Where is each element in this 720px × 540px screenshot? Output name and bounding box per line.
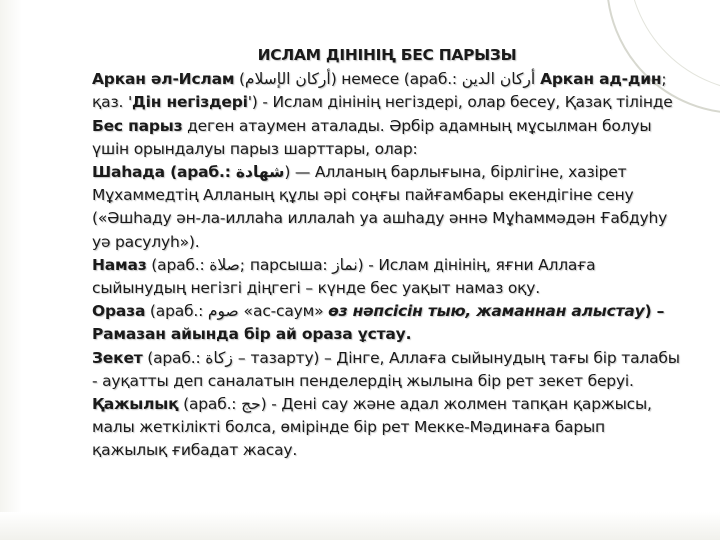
- arabic-arkan-al-islam: أركان الإسلام: [244, 70, 331, 89]
- arabic-salat: صلاة: [209, 255, 240, 274]
- paragraph-oraza: Ораза (араб.: صوم «ас-саум» өз нәпсісін тыю, жаманнан алыстау) – Рамазан айында бір ай ораза ұстау.: [92, 302, 665, 344]
- term-qazhylyq: Қажылық: [92, 395, 179, 414]
- paragraph-shahada: Шаһада (араб.: شهادة) — Алланың барлығына, бірлігіне, хазірет Мұхаммедтің Алланың құлы әрі соңғы пайғамбары екендігіне сену («Әшһаду ән-ла-иллаһа иллалаһ уа ашһаду әннә Мұһаммәдән Ғабдуһу уә расулуһ»).: [92, 163, 668, 251]
- term-zeket: Зекет: [92, 348, 143, 367]
- term-din-negizderi: Дін негіздері: [132, 93, 248, 112]
- arabic-saum: صوم: [207, 302, 239, 321]
- slide-title: ИСЛАМ ДІНІНІҢ БЕС ПАРЫЗЫ: [257, 46, 517, 64]
- paragraph-namaz: Намаз (араб.: صلاة; парсыша: نماز) - Ислам дінінің, яғни Аллаға сыйынудың негізгі діңгегі – күнде бес уақыт намаз оқу.: [92, 255, 596, 298]
- left-decor-band: [0, 0, 22, 540]
- oraza-meaning: өз нәпсісін тыю, жаманнан алыстау: [328, 302, 645, 321]
- persian-namaz: نماز: [332, 255, 358, 274]
- arabic-shahada: شهادة: [235, 163, 285, 182]
- term-arkan-ad-din: Аркан ад-дин: [540, 70, 662, 89]
- slide-body: [92, 44, 682, 463]
- term-arkan-al-islam: Аркан әл-Ислам: [92, 70, 235, 89]
- term-bes-paryz: Бес парыз: [92, 116, 183, 135]
- term-namaz: Намаз: [92, 255, 147, 274]
- arabic-arkan-ad-din: أركان الدين: [461, 70, 536, 89]
- arabic-zakat: زكاة: [205, 348, 233, 367]
- paragraph-qazhylyq: Қажылық (араб.: حج) - Дені сау және адал жолмен тапқан қаржысы, малы жеткілікті болса, өмірінде бір рет Мекке-Мәдинаға барып қажылық ғибадат жасау.: [92, 395, 652, 460]
- paragraph-arkan: Аркан әл-Ислам (أركان الإسلام) немесе (араб.: أركان الدين Аркан ад-дин; қаз. 'Дін негіздері') - Ислам дінінің негіздері, олар бесеу, Қазақ тілінде Бес парыз деген атаумен аталады. Әрбір адамның мұсылман болуы үшін орындалуы парыз шарттары, олар:: [92, 70, 673, 158]
- term-shahada: Шаһада: [92, 163, 165, 182]
- term-oraza: Ораза: [92, 302, 146, 321]
- paragraph-zeket: Зекет (араб.: زكاة – тазарту) – Дінге, Аллаға сыйынудың тағы бір талабы - ауқатты деп саналатын пенделердің жылына бір рет зекет беруі.: [92, 348, 680, 390]
- arabic-hajj: حج: [241, 395, 261, 414]
- bottom-decor-band: [0, 512, 720, 540]
